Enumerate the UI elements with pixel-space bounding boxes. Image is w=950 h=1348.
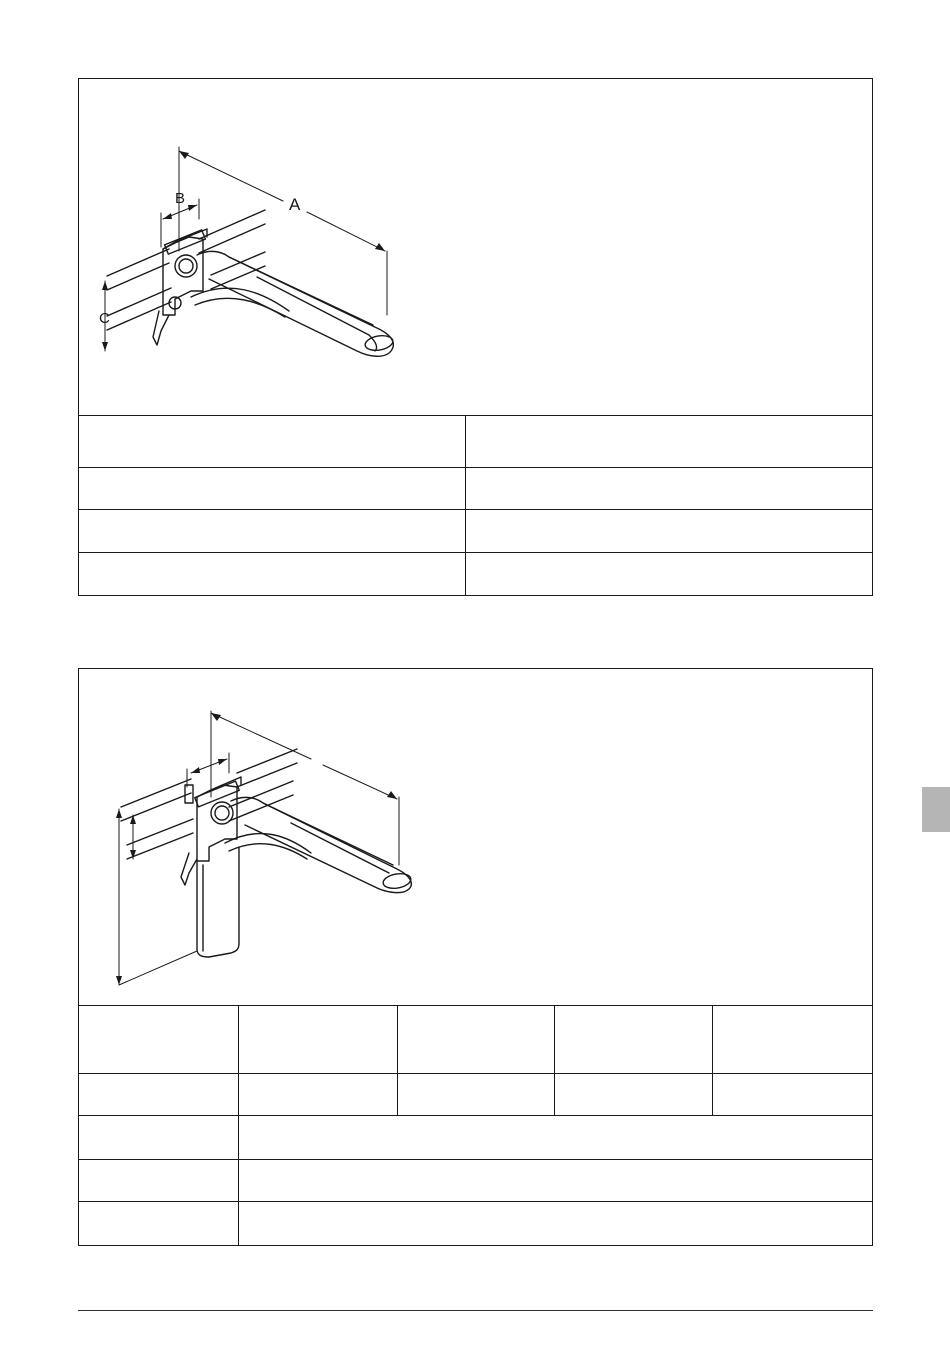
table-2-row-rule [79,1159,872,1160]
table-2-row-value [240,1161,871,1201]
table-1-column-rule [465,415,466,595]
footer-rule [78,1310,873,1311]
table-1-cell [79,469,465,509]
table-1-cell [79,511,465,552]
table-2-top-rule [79,1005,872,1006]
table-1-top-rule [79,415,872,416]
table-2-cell [714,1075,871,1115]
grab-bar-drawing-1 [79,79,871,415]
table-2-cell [556,1075,712,1115]
dimension-label-a: A [289,195,301,214]
table-2-row-label [79,1203,238,1245]
table-2-row-rule [79,1201,872,1202]
dimension-label-c: C [99,310,110,327]
figure-2-panel [78,668,873,1246]
table-1-cell [467,417,871,467]
table-2-column-rule [238,1005,239,1245]
table-2-column-rule [397,1005,398,1115]
table-2-header-cell [556,1007,712,1073]
dimension-label-b: B [175,190,186,207]
table-2-column-rule [554,1005,555,1115]
table-2-header-cell [399,1007,554,1073]
table-2-cell [399,1075,554,1115]
grab-bar-drawing-2 [79,669,871,1005]
table-1-row-rule [79,467,872,468]
figure-1-panel [78,78,873,596]
table-2-row-value [240,1203,871,1245]
table-2-header-cell [240,1007,397,1073]
table-2-header-cell [79,1007,238,1073]
table-2-row-label [79,1161,238,1201]
table-1-row-rule [79,509,872,510]
table-1-cell [467,511,871,552]
table-2-row-rule [79,1115,872,1116]
table-2-row-label [79,1117,238,1159]
table-2-row-value [240,1117,871,1159]
table-2-header-cell [714,1007,871,1073]
table-2-row-rule [79,1073,872,1074]
table-1-cell [467,469,871,509]
table-2-cell [240,1075,397,1115]
table-2-column-rule [712,1005,713,1115]
section-thumb-tab [922,787,950,832]
table-2-cell [79,1075,238,1115]
table-1-cell [79,554,465,595]
table-1-cell [467,554,871,595]
table-1-row-rule [79,552,872,553]
table-1-cell [79,417,465,467]
